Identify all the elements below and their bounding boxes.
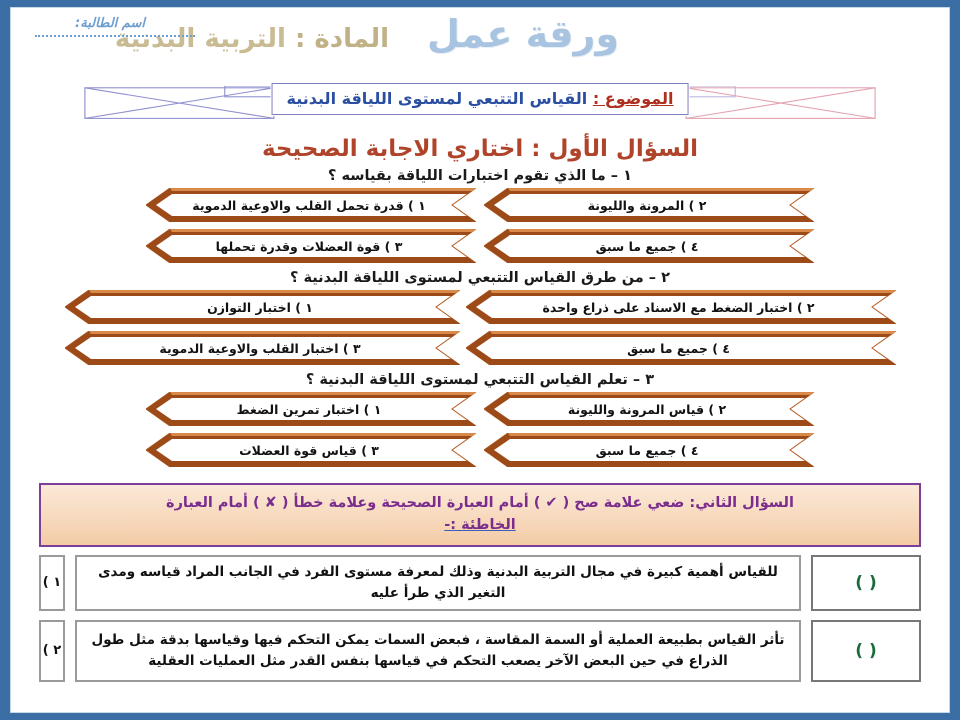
option-q1-4-label: ٤ ) جميع ما سبق [595, 238, 699, 254]
option-q3-1-label: ١ ) اختبار تمرين الضغط [236, 401, 382, 417]
option-q1-2[interactable] [484, 188, 814, 222]
worksheet-inner-frame [10, 7, 950, 713]
section2-title-line1: السؤال الثاني: ضعي علامة صح ( ✔ ) أمام العبارة الصحيحة وعلامة خطأ ( ✘ ) أمام العبارة [166, 495, 794, 511]
option-q2-2[interactable] [466, 290, 896, 324]
subject-label: المادة : [294, 24, 389, 54]
statement-row-2 [39, 620, 921, 682]
student-name-field [25, 16, 195, 37]
topic-box [272, 83, 689, 115]
subject-value: التربية البدنية [114, 24, 286, 54]
option-q3-2-label: ٢ ) قياس المرونة والليونة [567, 401, 727, 417]
topic-value: القياس التتبعي لمستوى اللياقة البدنية [286, 89, 588, 108]
statement-1-number: ١ ) [39, 555, 65, 611]
page-title: ورقة عمل [426, 12, 619, 56]
statement-2-answer-box[interactable]: ( ) [811, 620, 921, 682]
question-2-options-row-2 [11, 331, 949, 365]
statement-row-1 [39, 555, 921, 611]
statement-2-number: ٢ ) [39, 620, 65, 682]
option-q2-4-label: ٤ ) جميع ما سبق [627, 340, 730, 356]
statement-1-text: للقياس أهمية كبيرة في مجال التربية البدنية وذلك لمعرفة مستوى الفرد في الجانب المراد قياسه ومدى التغير الذي طرأ عليه [75, 555, 801, 611]
question-2-prompt: ٢ – من طرق القياس التتبعي لمستوى اللياقة البدنية ؟ [290, 270, 670, 286]
option-q1-1[interactable] [146, 188, 476, 222]
topic-text [287, 89, 674, 108]
option-q3-2[interactable] [484, 392, 814, 426]
option-q2-4[interactable] [466, 331, 896, 365]
option-q3-4[interactable] [484, 433, 814, 467]
section2-title-line2-text: الخاطئة :- [444, 517, 516, 534]
option-q1-1-label: ١ ) قدرة تحمل القلب والاوعية الدموية [192, 197, 426, 213]
topic-banner [71, 80, 889, 130]
question-1-prompt: ١ – ما الذي تقوم اختبارات اللياقة بقياسه ؟ [328, 168, 632, 184]
option-q1-3-label: ٣ ) قوة العضلات وقدرة تحملها [215, 238, 403, 254]
option-q2-1-label: ١ ) اختبار التوازن [207, 299, 313, 315]
student-name-line [35, 35, 195, 37]
topic-label: الموضوع : [592, 89, 674, 108]
student-name-label: اسم الطالبة: [75, 16, 145, 31]
option-q3-3-label: ٣ ) قياس قوة العضلات [239, 442, 379, 458]
worksheet-header [11, 8, 949, 80]
section2-header [39, 483, 921, 547]
option-q2-3-label: ٣ ) اختبار القلب والاوعية الدموية [159, 340, 361, 356]
statement-2-text: تأثر القياس بطبيعة العملية أو السمة المقاسة ، فبعض السمات يمكن التحكم فيها وقياسها بدقة مثل طول الذراع في حين البعض الآخر يصعب التحكم في قياسها بنفس القدر مثل العمليات العقلية [75, 620, 801, 682]
option-q2-3[interactable] [65, 331, 460, 365]
option-q1-4[interactable] [484, 229, 814, 263]
question-1-options-row-2 [11, 229, 949, 263]
question-3-options-row-1 [11, 392, 949, 426]
question-3-prompt: ٣ – تعلم القياس التتبعي لمستوى اللياقة البدنية ؟ [305, 372, 655, 388]
section2-title-line2 [53, 514, 907, 536]
option-q2-2-label: ٢ ) اختبار الضغط مع الاسناد على ذراع واحدة [542, 299, 815, 315]
section1-title: السؤال الأول : اختاري الاجابة الصحيحة [261, 136, 699, 162]
option-q1-3[interactable] [146, 229, 476, 263]
option-q3-3[interactable] [146, 433, 476, 467]
question-2-options-row-1 [11, 290, 949, 324]
option-q2-1[interactable] [65, 290, 460, 324]
question-3-options-row-2 [11, 433, 949, 467]
option-q3-4-label: ٤ ) جميع ما سبق [595, 442, 699, 458]
option-q1-2-label: ٢ ) المرونة والليونة [587, 197, 707, 213]
question-1-options-row-1 [11, 188, 949, 222]
statement-1-answer-box[interactable]: ( ) [811, 555, 921, 611]
option-q3-1[interactable] [146, 392, 476, 426]
